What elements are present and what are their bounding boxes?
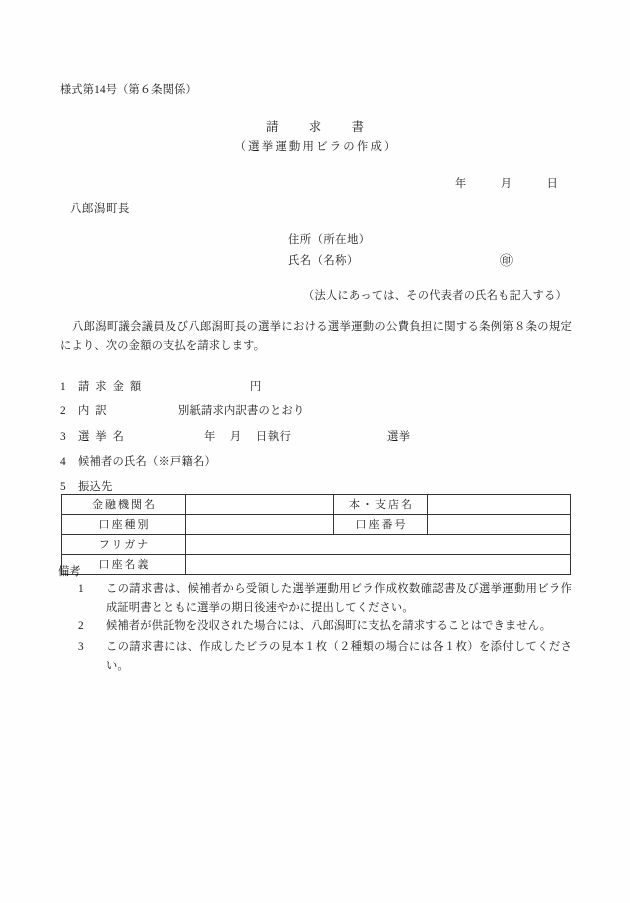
item-number: 1 [60,381,66,393]
item-election-name [60,428,186,444]
applicant-name-label: 氏名（名称） [288,255,359,267]
bank-institution-label: 金融機関名 [62,495,186,515]
item-label: 選挙名 [78,431,130,443]
date-year-label: 年 [455,178,468,190]
bank-branch-label: 本・支店名 [334,495,428,515]
item-breakdown [60,402,186,418]
account-holder-label: 口座名義 [62,555,186,575]
election-day-label: 日執行 [255,431,292,443]
item-label: 候補者の氏名（※戸籍名） [78,456,216,468]
remark-item [78,617,572,636]
date-day-label: 日 [546,178,559,190]
page-title: 請 求 書 [266,120,373,134]
claim-amount-unit: 円 [250,381,262,393]
account-holder-input[interactable] [186,555,571,575]
remark-item [78,580,572,618]
remark-number: 1 [78,583,84,595]
table-row [62,515,571,535]
item-candidate-name [60,453,216,469]
account-number-input[interactable] [428,515,571,535]
table-row [62,555,571,575]
item-label: 請求金額 [78,381,148,393]
bank-institution-input[interactable] [186,495,334,515]
remark-item [78,638,572,676]
account-type-input[interactable] [186,515,334,535]
remark-text: 候補者が供託物を没収された場合には、八郎潟町に支払を請求することはできません。 [106,620,552,632]
date-line [455,175,559,191]
item-number: 5 [60,481,66,493]
body-paragraph: 八郎潟町議会議員及び八郎潟町長の選挙における選挙運動の公費負担に関する条例第８条の規定により、次の金額の支払を請求します。 [60,321,572,353]
election-date-line [204,428,292,444]
applicant-address-label: 住所（所在地） [288,234,371,246]
account-kana-input[interactable] [186,535,571,555]
account-kana-label: フリガナ [62,535,186,555]
item-label: 内訳 [78,405,113,417]
remark-number: 3 [78,641,84,653]
date-month-label: 月 [500,178,513,190]
corporate-representative-note: （法人にあっては、その代表者の氏名も記入する） [303,290,568,302]
item-number: 3 [60,431,66,443]
election-year-label: 年 [204,431,216,443]
addressee: 八郎潟町長 [70,203,130,215]
breakdown-value: 別紙請求内訳書のとおり [178,405,305,417]
seal-stamp-icon: ㊞ [500,253,514,268]
remark-text: この請求書には、作成したビラの見本１枚（２種類の場合には各１枚）を添付してください。 [106,641,572,672]
item-number: 2 [60,405,66,417]
item-transfer-destination [60,478,113,494]
bank-transfer-table [61,494,571,575]
bank-branch-input[interactable] [428,495,571,515]
item-claim-amount [60,378,186,394]
remark-text: この請求書は、候補者から受領した選挙運動用ビラ作成枚数確認書及び選挙運動用ビラ作成証明書とともに選挙の期日後速やかに提出してください。 [106,583,572,614]
account-type-label: 口座種別 [62,515,186,535]
election-suffix-label: 選挙 [387,431,411,443]
table-row [62,535,571,555]
election-month-label: 月 [229,431,242,443]
account-number-label: 口座番号 [334,515,428,535]
page-subtitle: （選挙運動用ビラの作成） [234,141,398,153]
item-number: 4 [60,456,66,468]
table-row [62,495,571,515]
remarks-heading: 備考 [58,566,81,578]
form-number: 様式第14号（第６条関係） [60,84,197,96]
remark-number: 2 [78,620,84,632]
item-label: 振込先 [78,481,113,493]
